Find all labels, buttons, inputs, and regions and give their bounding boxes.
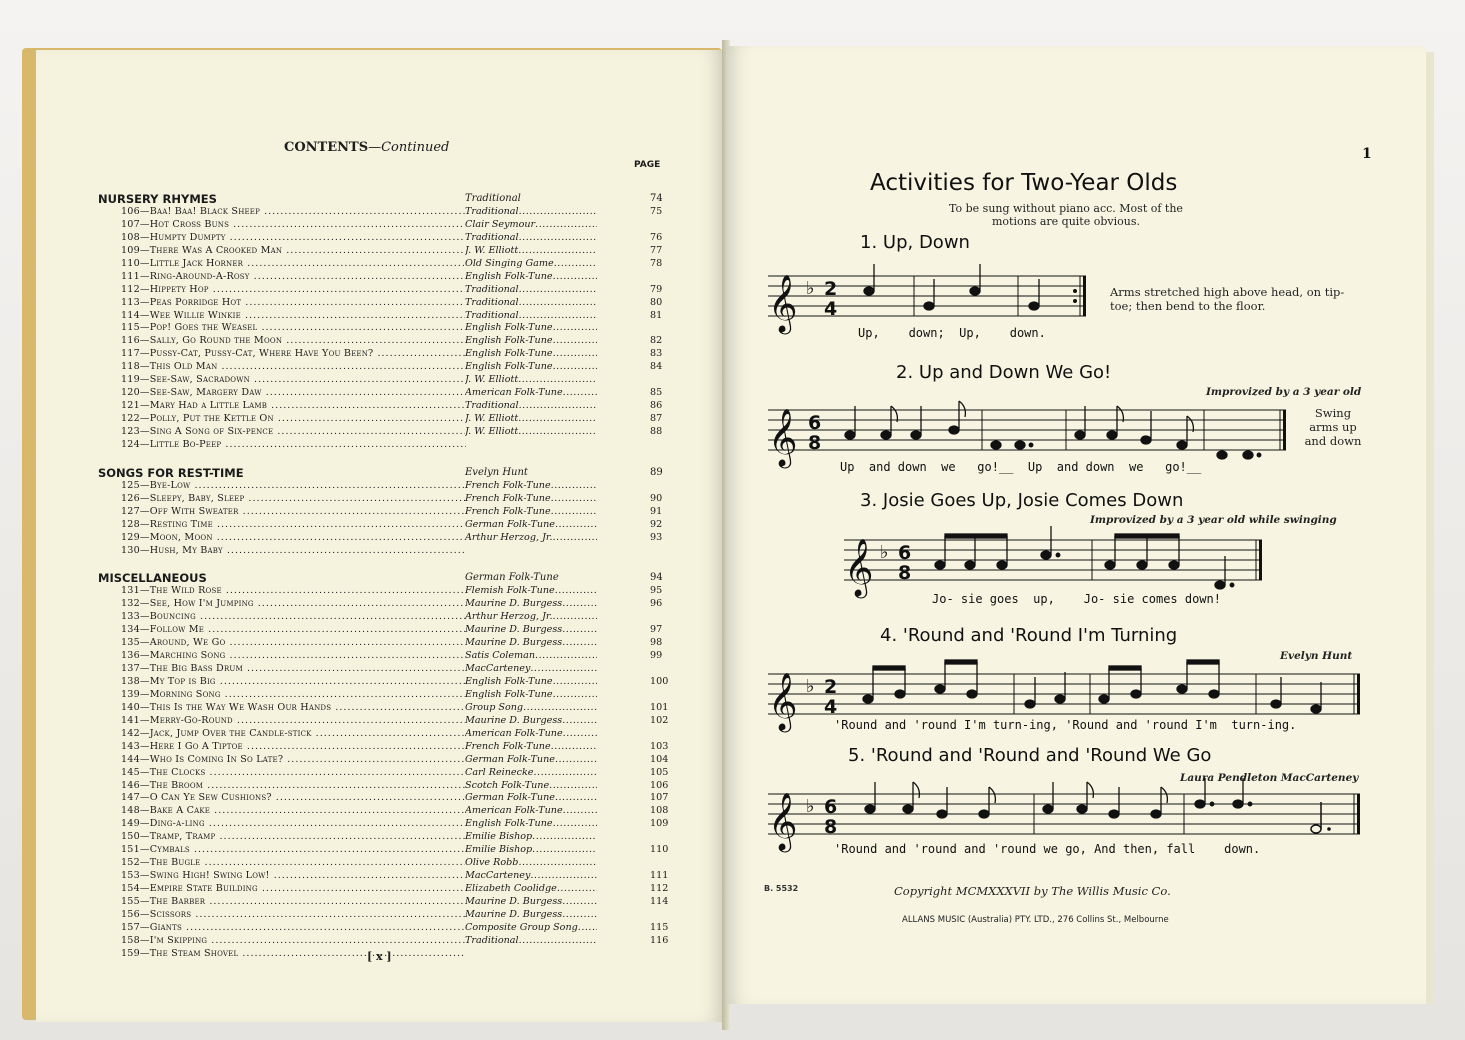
toc-entry [98,258,668,271]
svg-text:4: 4 [824,696,838,718]
toc-entry-page: 103 [650,740,669,752]
intro-note: To be sung without piano acc. Most of the motions are quite obvious. [949,202,1183,228]
toc-entry-title: 139—Morning Song ..... [121,689,466,702]
toc-entry-title: 106—Baa! Baa! Black Sheep ..... [121,206,466,219]
toc-entry-title: 107—Hot Cross Buns ..... [121,219,466,232]
toc-entry [98,650,668,663]
toc-entry-title: 126—Sleepy, Baby, Sleep ..... [121,493,466,506]
toc-entry-source: Maurine D. Burgess ..... [465,896,597,909]
toc-entry-title: 119—See-Saw, Sacradown ..... [121,374,466,387]
toc-entry-page: 110 [650,844,669,856]
toc-entry [98,426,668,439]
toc-entry [98,310,668,323]
toc-section-heading [98,571,668,585]
toc-entry [98,831,668,844]
toc-entry-page: 104 [650,753,669,765]
toc-entry [98,637,668,650]
toc-entry-page: 107 [650,792,669,804]
toc-entry [98,870,668,883]
toc-entry-title: 122—Polly, Put the Kettle On ..... [121,413,466,426]
toc-entry-title: 114—Wee Willie Winkie ..... [121,310,466,323]
toc-entry-title: 111—Ring-Around-A-Rosy ..... [121,271,466,284]
toc-entry [98,818,668,831]
toc-entry-source: Scotch Folk-Tune ..... [465,780,597,793]
toc-entry-source: French Folk-Tune ..... [465,480,597,493]
toc-entry-title: 115—Pop! Goes the Weasel ..... [121,322,466,335]
toc-entry [98,545,668,558]
toc-section-heading [98,466,668,480]
treble-clef-icon: 𝄞 [768,408,798,466]
toc-entry-source: American Folk-Tune ..... [465,805,597,818]
toc-entry-title: 158—I'm Skipping ..... [121,935,466,948]
toc-entry-source: Old Singing Game ..... [465,258,597,271]
toc-section-source: Evelyn Hunt [465,466,528,478]
toc-entry [98,715,668,728]
svg-text:8: 8 [824,816,838,838]
toc-entry-source: Emilie Bishop ..... [465,831,597,844]
lyrics-4: 'Round and 'round I'm turn-ing, 'Round and 'round I'm turn-ing. [834,718,1297,732]
toc-entry-title: 112—Hippety Hop ..... [121,284,466,297]
toc-entry-title: 110—Little Jack Horner ..... [121,258,466,271]
toc-entry-source: English Folk-Tune ..... [465,676,597,689]
toc-entry-source: French Folk-Tune ..... [465,741,597,754]
toc-entry [98,741,668,754]
toc-entry-page: 98 [650,637,663,649]
toc-entry-title: 150—Tramp, Tramp ..... [121,831,466,844]
toc-entry-source: Traditional ..... [465,232,597,245]
toc-entry [98,883,668,896]
toc-entry-title: 152—The Bugle ..... [121,857,466,870]
toc-section-page: 89 [650,466,663,478]
music-staff-5 [764,778,1364,852]
toc-entry-page: 115 [650,921,669,933]
toc-entry [98,922,668,935]
toc-entry [98,935,668,948]
music-staff-3 [840,524,1270,600]
credit-5: Laura Pendleton MacCarteney [1180,772,1359,784]
toc-entry-title: 109—There Was A Crooked Man ..... [121,245,466,258]
toc-entry-source: MacCarteney ..... [465,870,597,883]
toc-entry-title: 108—Humpty Dumpty ..... [121,232,466,245]
toc-entry-source: German Folk-Tune ..... [465,792,597,805]
toc-section-page: 74 [650,193,663,204]
toc-entry-title: 130—Hush, My Baby ..... [121,545,466,558]
toc-entry-title: 143—Here I Go A Tiptoe ..... [121,741,466,754]
toc-entry-page: 114 [650,895,669,907]
toc-entry-page: 90 [650,492,663,504]
toc-entry [98,335,668,348]
song-title-5: 5. 'Round and 'Round and 'Round We Go [848,745,1212,766]
toc-entry-title: 137—The Big Bass Drum ..... [121,663,466,676]
toc-entry-source: Maurine D. Burgess ..... [465,715,597,728]
toc-entry-page: 111 [650,870,669,882]
toc-entry-page: 79 [650,283,663,295]
toc-entry [98,611,668,624]
toc-entry-source: English Folk-Tune ..... [465,361,597,374]
lyrics-2: Up and down we go!__ Up and down we go!__ [840,460,1202,474]
song-title-3: 3. Josie Goes Up, Josie Comes Down [860,490,1184,511]
toc-entry-source: Traditional ..... [465,935,597,948]
toc-entry-title: 138—My Top is Big ..... [121,676,466,689]
toc-entry-page: 92 [650,518,663,530]
toc-entry-title: 131—The Wild Rose ..... [121,585,466,598]
toc-entry [98,805,668,818]
toc-entry [98,909,668,922]
toc-entry [98,348,668,361]
toc-entry-title: 151—Cymbals ..... [121,844,466,857]
svg-text:6: 6 [808,412,822,434]
page-column-header: PAGE [634,160,661,170]
toc-entry-page: 85 [650,387,663,399]
toc-section-source: Traditional [465,193,521,204]
toc-entry-source: German Folk-Tune ..... [465,754,597,767]
toc-entry-title: 153—Swing High! Swing Low! ..... [121,870,466,883]
toc-entry [98,702,668,715]
toc-entry-source: English Folk-Tune ..... [465,335,597,348]
toc-entry-title: 148—Bake A Cake ..... [121,805,466,818]
toc-entry-title: 142—Jack, Jump Over the Candle-stick ..... [121,728,466,741]
toc-entry-title: 141—Merry-Go-Round ..... [121,715,466,728]
toc-entry-title: 144—Who Is Coming In So Late? ..... [121,754,466,767]
toc-entry-page: 84 [650,361,663,373]
toc-entry [98,780,668,793]
flat-icon: ♭ [880,542,889,563]
toc-entry-title: 147—O Can Ye Sew Cushions? ..... [121,792,466,805]
toc-entry-title: 146—The Broom ..... [121,780,466,793]
toc-entry [98,400,668,413]
toc-entry [98,519,668,532]
toc-entry-source: Traditional ..... [465,297,597,310]
treble-clef-icon: 𝄞 [844,538,874,596]
toc-entry [98,663,668,676]
toc-entry-page: 95 [650,585,663,597]
toc-entry-source: Carl Reinecke ..... [465,767,597,780]
toc-entry-source: J. W. Elliott ..... [465,374,597,387]
toc-entry [98,506,668,519]
publisher-line: ALLANS MUSIC (Australia) PTY. LTD., 276 Collins St., Melbourne [902,915,1169,925]
toc-entry [98,857,668,870]
toc-entry-title: 116—Sally, Go Round the Moon ..... [121,335,466,348]
toc-entry-title: 127—Off With Sweater ..... [121,506,466,519]
flat-icon: ♭ [806,676,815,697]
toc-entry-title: 135—Around, We Go ..... [121,637,466,650]
toc-entry [98,387,668,400]
toc-entry-page: 91 [650,505,663,517]
toc-entry [98,896,668,909]
toc-entry-page: 93 [650,531,663,543]
svg-text:4: 4 [824,298,838,320]
svg-text:2: 2 [824,676,838,698]
toc-entry [98,689,668,702]
toc-entry-source: English Folk-Tune ..... [465,348,597,361]
toc-entry-source: French Folk-Tune ..... [465,493,597,506]
toc-entry-source: Group Song ..... [465,702,597,715]
toc-entry-page: 102 [650,714,669,726]
toc-entry-source: Arthur Herzog, Jr. ..... [465,532,597,545]
treble-clef-icon: 𝄞 [768,274,798,332]
toc-entry-title: 145—The Clocks ..... [121,767,466,780]
toc-entry-source: J. W. Elliott ..... [465,413,597,426]
toc-entry-source: Clair Seymour ..... [465,219,597,232]
toc-entry-title: 159—The Steam Shovel ..... [121,948,466,961]
toc-entry-page: 75 [650,206,663,217]
toc-section-page: 94 [650,572,663,584]
toc-entry-title: 140—This Is the Way We Wash Our Hands ..... [121,702,466,715]
toc-entry-source: Emilie Bishop ..... [465,844,597,857]
toc-entry-source: Olive Robb ..... [465,857,597,870]
toc-entry-page: 108 [650,805,669,817]
toc-entry-source: American Folk-Tune ..... [465,387,597,400]
toc-entry-title: 113—Peas Porridge Hot ..... [121,297,466,310]
toc-entry-source: Elizabeth Coolidge ..... [465,883,597,896]
toc-section-heading [98,192,668,206]
toc-entry-title: 132—See, How I'm Jumping ..... [121,598,466,611]
page-heading: Activities for Two-Year Olds [870,170,1178,196]
page-stack-edge [1426,52,1434,1004]
toc-entry-source: Traditional ..... [465,400,597,413]
toc-entry-title: 133—Bouncing ..... [121,611,466,624]
toc-entry [98,624,668,637]
lyrics-3: Jo- sie goes up, Jo- sie comes down! [932,592,1221,606]
toc-entry [98,271,668,284]
toc-entry-page: 116 [650,934,669,946]
toc-entry-title: 156—Scissors ..... [121,909,466,922]
contents-title [284,140,449,155]
toc-entry [98,374,668,387]
credit-2: Improvized by a 3 year old [1206,386,1362,398]
song-title-1: 1. Up, Down [860,232,970,253]
toc-entry-source: Traditional ..... [465,206,597,219]
toc-entry-title: 117—Pussy-Cat, Pussy-Cat, Where Have You Been? ..... [121,348,466,361]
toc-entry-source: Maurine D. Burgess ..... [465,909,597,922]
toc-entry-source: English Folk-Tune ..... [465,689,597,702]
toc-entry-page: 100 [650,676,669,687]
toc-entry-title: 157—Giants ..... [121,922,466,935]
toc-entry-title: 155—The Barber ..... [121,896,466,909]
section-gap [98,452,668,464]
toc-entry-source: English Folk-Tune ..... [465,818,597,831]
toc-entry [98,284,668,297]
toc-entry [98,322,668,335]
toc-entry-page: 81 [650,309,663,321]
toc-entry [98,413,668,426]
toc-entry-page: 99 [650,650,663,662]
toc-entry [98,297,668,310]
toc-entry-source: American Folk-Tune ..... [465,728,597,741]
toc-entry [98,439,668,452]
credit-4: Evelyn Hunt [1280,650,1353,662]
toc-entry-page: 96 [650,598,663,610]
toc-entry [98,767,668,780]
page-number-roman: [ x ] [367,950,392,963]
toc-entry-source: Satis Coleman ..... [465,650,597,663]
toc-entry-page: 80 [650,296,663,308]
toc-entry-source: Traditional ..... [465,310,597,323]
side-note-2: Swing arms up and down [1304,406,1362,448]
side-note-1: Arms stretched high above head, on tip-toe; then bend to the floor. [1110,285,1345,313]
toc-section-title: NURSERY RHYMES [98,192,217,206]
toc-entry-page: 76 [650,231,663,243]
flat-icon: ♭ [806,796,815,817]
toc-entry [98,245,668,258]
toc-entry-source: Arthur Herzog, Jr. ..... [465,611,597,624]
toc-section-source: German Folk-Tune [465,572,559,584]
toc-entry-page: 105 [650,766,669,778]
toc-entry-title: 125—Bye-Low ..... [121,480,466,493]
svg-text:2: 2 [824,278,838,300]
toc-entry-page: 83 [650,348,663,360]
toc-entry-page: 86 [650,400,663,412]
toc-entry-title: 124—Little Bo-Peep ..... [121,439,466,452]
toc-entry-page: 77 [650,244,663,256]
toc-entry-source: English Folk-Tune ..... [465,271,597,284]
treble-clef-icon: 𝄞 [768,672,798,730]
plate-number: B. 5532 [764,884,799,893]
toc-entry-title: 129—Moon, Moon ..... [121,532,466,545]
toc-entry-title: 149—Ding-a-ling ..... [121,818,466,831]
toc-section-title: SONGS FOR REST-TIME [98,465,244,480]
toc-entry [98,844,668,857]
toc-entry [98,754,668,767]
toc-entry-source: Maurine D. Burgess ..... [465,624,597,637]
contents-title-text: CONTENTS [284,140,369,155]
toc-entry [98,361,668,374]
toc-entry-source: French Folk-Tune ..... [465,506,597,519]
toc-entry [98,480,668,493]
svg-text:8: 8 [808,432,822,454]
toc-entry-page: 97 [650,624,663,636]
lyrics-5: 'Round and 'round and 'round we go, And then, fall down. [834,842,1261,856]
contents-continued-text: —Continued [368,140,450,155]
toc-entry-page: 101 [650,701,669,713]
toc-entry [98,585,668,598]
toc-entry-page: 106 [650,779,669,791]
toc-entry [98,598,668,611]
toc-entry [98,676,668,689]
toc-entry [98,206,668,219]
toc-entry-title: 123—Sing A Song of Six-pence ..... [121,426,466,439]
svg-text:6: 6 [824,796,838,818]
song-title-2: 2. Up and Down We Go! [896,362,1112,383]
toc-entry [98,792,668,805]
flat-icon: ♭ [806,278,815,299]
toc-entry-source: Traditional ..... [465,284,597,297]
treble-clef-icon: 𝄞 [768,792,798,850]
toc-entry-source: Maurine D. Burgess ..... [465,637,597,650]
credit-3: Improvized by a 3 year old while swinging [1090,514,1337,526]
toc-section-title: MISCELLANEOUS [98,571,207,586]
toc-entry-title: 121—Mary Had a Little Lamb ..... [121,400,466,413]
toc-entry-source: Composite Group Song ..... [465,922,597,935]
toc-entry [98,219,668,232]
toc-entry-page: 82 [650,335,663,347]
toc-entry-title: 134—Follow Me ..... [121,624,466,637]
toc-entry [98,493,668,506]
toc-entry-title: 118—This Old Man ..... [121,361,466,374]
toc-entry-page: 78 [650,257,663,269]
toc-entry-source: Flemish Folk-Tune ..... [465,585,597,598]
svg-text:8: 8 [898,562,912,584]
toc-entry-title: 136—Marching Song ..... [121,650,466,663]
toc-entry-source: MacCarteney ..... [465,663,597,676]
toc-entry-page: 87 [650,413,663,424]
section-gap [98,557,668,569]
toc-entry-source: English Folk-Tune ..... [465,322,597,335]
copyright-line: Copyright MCMXXXVII by The Willis Music Co. [894,884,1171,898]
table-of-contents [98,190,668,961]
toc-entry-title: 154—Empire State Building ..... [121,883,466,896]
toc-entry-title: 120—See-Saw, Margery Daw ..... [121,387,466,400]
toc-entry-page: 109 [650,818,669,830]
toc-entry [98,232,668,245]
toc-entry-page: 88 [650,425,663,437]
toc-entry [98,728,668,741]
toc-entry-page: 112 [650,883,669,894]
toc-entry-source: German Folk-Tune ..... [465,519,597,532]
toc-entry-title: 128—Resting Time ..... [121,519,466,532]
toc-entry-source: J. W. Elliott ..... [465,426,597,439]
svg-text:6: 6 [898,542,912,564]
toc-entry-source: Maurine D. Burgess ..... [465,598,597,611]
toc-entry-source: J. W. Elliott ..... [465,245,597,258]
page-number: 1 [1362,146,1372,162]
toc-entry [98,532,668,545]
song-title-4: 4. 'Round and 'Round I'm Turning [880,625,1178,646]
lyrics-1: Up, down; Up, down. [858,326,1046,340]
